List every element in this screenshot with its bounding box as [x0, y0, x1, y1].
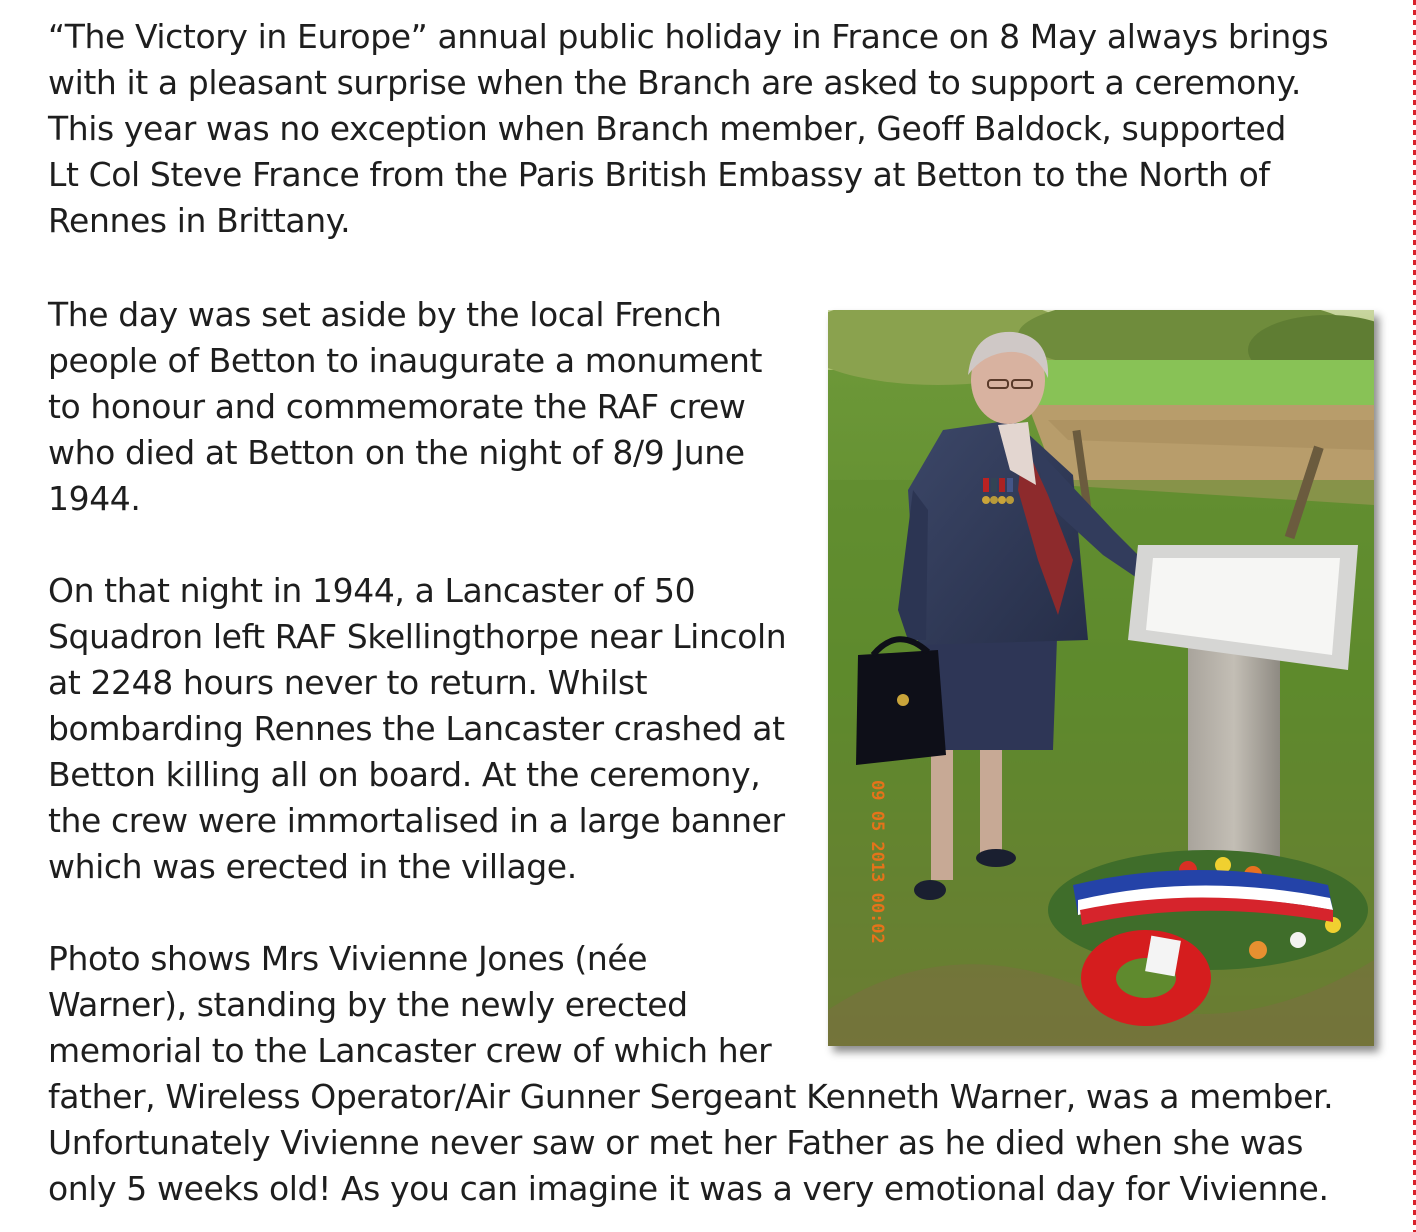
text-line: Warner), standing by the newly erected: [48, 985, 688, 1024]
text-line: 1944.: [48, 479, 141, 518]
text-line: who died at Betton on the night of 8/9 June: [48, 433, 745, 472]
text-line: the crew were immortalised in a large banner: [48, 801, 785, 840]
text-line: which was erected in the village.: [48, 847, 577, 886]
text-line: Unfortunately Vivienne never saw or met her Father as he died when she was: [48, 1123, 1304, 1162]
text-line: bombarding Rennes the Lancaster crashed at: [48, 709, 785, 748]
text-line: at 2248 hours never to return. Whilst: [48, 663, 648, 702]
text-line: On that night in 1944, a Lancaster of 50: [48, 571, 696, 610]
text-line: Betton killing all on board. At the ceremony,: [48, 755, 761, 794]
text-line: Squadron left RAF Skellingthorpe near Lincoln: [48, 617, 787, 656]
text-line: father, Wireless Operator/Air Gunner Sergeant Kenneth Warner, was a member.: [48, 1077, 1334, 1116]
memorial-photo-image: [828, 310, 1374, 1046]
text-line: Photo shows Mrs Vivienne Jones (née: [48, 939, 648, 978]
text-line: Lt Col Steve France from the Paris British Embassy at Betton to the North of: [48, 155, 1270, 194]
text-line: people of Betton to inaugurate a monument: [48, 341, 763, 380]
text-line: to honour and commemorate the RAF crew: [48, 387, 746, 426]
text-line: “The Victory in Europe” annual public holiday in France on 8 May always brings: [48, 17, 1329, 56]
text-line: only 5 weeks old! As you can imagine it was a very emotional day for Vivienne.: [48, 1169, 1329, 1208]
photo-date-stamp: 09 05 2013 00:02: [867, 780, 887, 944]
monument-paragraph: [48, 292, 762, 522]
text-line: The day was set aside by the local French: [48, 295, 722, 334]
intro-paragraph: [48, 14, 1328, 244]
text-line: with it a pleasant surprise when the Branch are asked to support a ceremony.: [48, 63, 1301, 102]
text-line: This year was no exception when Branch member, Geoff Baldock, supported: [48, 109, 1286, 148]
text-line: memorial to the Lancaster crew of which her: [48, 1031, 772, 1070]
text-line: Rennes in Brittany.: [48, 201, 351, 240]
memorial-photo: [828, 310, 1374, 1046]
lancaster-paragraph: [48, 568, 786, 890]
